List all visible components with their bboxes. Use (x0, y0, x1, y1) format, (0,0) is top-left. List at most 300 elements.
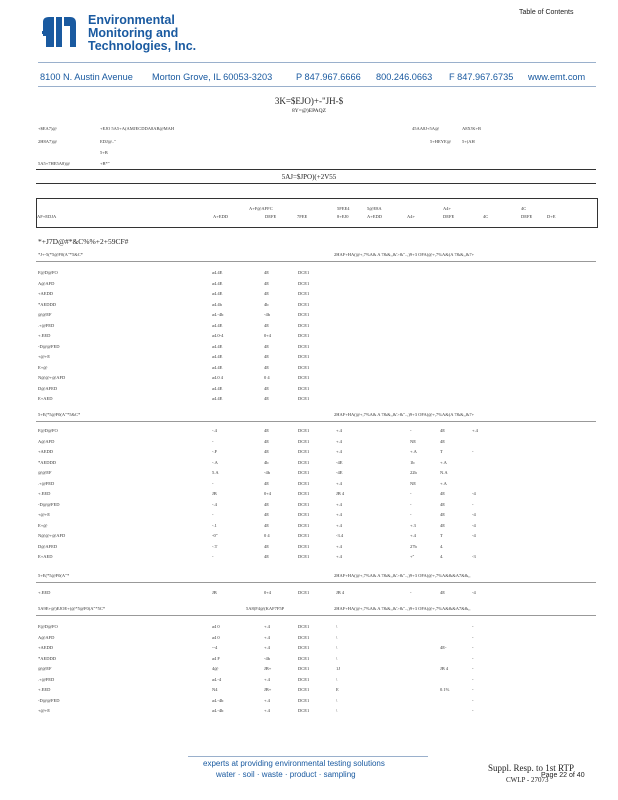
group-divider (36, 615, 596, 616)
table-cell-a: F@D@FO (38, 624, 58, 629)
street-address: 8100 N. Austin Avenue (40, 72, 133, 82)
method-title: 5AJ=$JPO)(+2V55 (281, 173, 337, 181)
table-cell-a: .+@FED (38, 322, 55, 328)
table-row (0, 624, 618, 632)
table-cell-a: *AEDDD (38, 655, 56, 661)
table-row (0, 635, 618, 643)
table-cell-b: a4.4E (212, 385, 223, 391)
city-address: Morton Grove, IL 60053-3203 (152, 72, 273, 82)
info-divider (36, 169, 596, 170)
table-cell-c: 4E (264, 270, 269, 275)
col-header-5: A4+ (407, 214, 416, 219)
table-cell-d: DCE1 (298, 396, 310, 401)
table-cell-d: DCE1 (298, 333, 310, 338)
table-cell-b: a4.-4b (212, 312, 224, 317)
table-row (0, 354, 618, 362)
table-cell-c: 4E (264, 322, 269, 328)
table-cell-b: a4 F (212, 655, 220, 661)
table-cell-a: F@D@FO (38, 270, 58, 275)
table-cell-a: E+@ (38, 522, 48, 528)
company-line-2: Monitoring and (88, 26, 179, 40)
table-row (0, 544, 618, 552)
table-cell-c: JB+ (264, 666, 272, 671)
table-row (0, 687, 618, 695)
table-cell-g: 4. (440, 543, 444, 549)
table-cell-c: -4b (264, 655, 270, 661)
table-cell-f: - (410, 501, 412, 507)
table-cell-d: DCE1 (298, 354, 310, 359)
info-right-label-2: 5+HEYE@ (430, 139, 451, 144)
table-cell-c: 4E (264, 512, 269, 517)
table-cell-a: -D@@FED (38, 343, 60, 349)
report-subtitle: 8Y=@)EPAQZ (292, 108, 326, 114)
emt-logo-icon (40, 14, 82, 52)
table-row (0, 645, 618, 653)
table-cell-h: -3 (472, 554, 476, 559)
info-right-value-1: A8X!K+B (462, 126, 482, 131)
table-cell-d: DCE1 (298, 624, 310, 629)
table-cell-h: - (472, 501, 474, 507)
table-cell-b: 5.A (212, 470, 219, 475)
footer-tagline: experts at providing environmental testing solutions (203, 759, 385, 768)
table-cell-a: E+@ (38, 364, 48, 370)
table-row (0, 512, 618, 520)
table-cell-d: DCE1 (298, 687, 310, 692)
table-cell-c: 4E (264, 522, 269, 528)
table-cell-g: T (440, 533, 443, 538)
table-cell-a: A@AFD (38, 438, 55, 444)
table-row (0, 323, 618, 331)
table-cell-d: DCE1 (298, 470, 310, 475)
footer-services: water · soil · waste · product · sampling (216, 770, 356, 779)
table-cell-e: +.4 (336, 522, 342, 528)
table-of-contents-link[interactable]: Table of Contents (519, 9, 574, 16)
table-row (0, 291, 618, 299)
table-row (0, 698, 618, 706)
table-cell-b: N4 (212, 687, 218, 692)
table-row (0, 460, 618, 468)
company-line-3: Technologies, Inc. (88, 39, 197, 53)
table-cell-a: +.EED (38, 590, 51, 595)
phone-number: P 847.967.6666 (296, 72, 361, 82)
table-cell-c: -4b (264, 312, 270, 317)
table-cell-b: -.4 (212, 501, 217, 507)
table-cell-h: - (472, 676, 474, 682)
table-cell-h: - (472, 645, 474, 650)
report-title: 3K=$EJO)+-"JH-$ (274, 96, 344, 106)
table-cell-d: DCE1 (298, 645, 310, 650)
table-cell-b: - (212, 554, 214, 559)
table-cell-d: DCE1 (298, 590, 310, 595)
table-cell-f: NE (410, 438, 416, 444)
table-cell-d: DCE1 (298, 270, 310, 275)
table-cell-b: -.4 (212, 428, 217, 433)
website-link[interactable]: www.emt.com (528, 72, 586, 82)
address-divider (38, 86, 596, 87)
table-row (0, 523, 618, 531)
table-cell-b: a4.4E (212, 354, 223, 359)
table-cell-a: E+AED (38, 396, 53, 401)
info-label-1: +$EA7)@ (38, 126, 57, 131)
table-cell-a: D@AFED (38, 543, 58, 549)
table-cell-f: - (410, 428, 412, 433)
table-cell-e: +.4 (336, 438, 342, 444)
table-cell-a: +AEDD (38, 645, 54, 650)
info-value-2: EDJ@.." (100, 139, 116, 144)
table-cell-d: DCE1 (298, 512, 310, 517)
table-cell-d: DCE1 (298, 655, 310, 661)
table-row (0, 375, 618, 383)
table-cell-c: 4E (264, 354, 269, 359)
col-header-1: AF+EDJA (37, 214, 57, 219)
col-header-2c: 7FEE (297, 214, 308, 219)
table-cell-c: 4E (264, 280, 269, 286)
col-header-4: A+EDD (367, 214, 383, 219)
table-cell-g: 0.1% (440, 687, 450, 692)
table-cell-d: DCE1 (298, 301, 310, 307)
group-note: 2HAF+HA(@+,7%A& A 7&&,,&'>&"..,)9+3 OFA(@+,7%A&(A 7&&,,&7+ (334, 412, 475, 417)
table-cell-d: DCE1 (298, 554, 310, 559)
group-note: 2HAF+HA(@+,7%A& A 7&&,,&'>&"..,)9+3 OFA(@+,7%A&&&A7&&,, (334, 573, 471, 578)
table-cell-a: *AEDDD (38, 301, 56, 307)
method-divider (36, 183, 596, 184)
col-header-2a: A+EDD (213, 214, 229, 219)
table-cell-d: DCE1 (298, 708, 310, 713)
footer-divider (188, 756, 428, 757)
table-cell-c: 0 4 (264, 375, 270, 380)
table-cell-h: - (472, 697, 474, 703)
table-cell-e: -4E (336, 459, 343, 465)
table-cell-b: a4.0 4 (212, 375, 223, 380)
table-cell-b: a4.-4b (212, 708, 224, 713)
table-row (0, 666, 618, 674)
group-divider (36, 582, 596, 583)
table-cell-g: 4E (440, 501, 445, 507)
group-name: *J+-5(*5@F0(A"*5&C* (38, 252, 84, 257)
table-cell-d: DCE1 (298, 438, 310, 444)
table-cell-c: 4E (264, 501, 269, 507)
table-cell-a: .+@FED (38, 480, 55, 486)
table-cell-b: - (212, 512, 214, 517)
table-cell-d: DCE1 (298, 385, 310, 391)
table-row (0, 365, 618, 373)
table-cell-d: DCE1 (298, 522, 310, 528)
col-header-8-top: 4C (521, 206, 527, 211)
table-cell-d: DCE1 (298, 543, 310, 549)
table-cell-h: -4 (472, 533, 476, 538)
col-header-7: 4C (483, 214, 489, 219)
table-cell-h: +.4 (472, 428, 478, 433)
group-name: 5+E(*5@F0(A"*5&C* (38, 412, 81, 417)
table-cell-h: -4 (472, 512, 476, 517)
table-cell-c: 4E (264, 480, 269, 486)
table-cell-a: +@+E (38, 512, 50, 517)
table-cell-e: \ (336, 655, 338, 661)
col-header-3-top: 5FEE4 (337, 206, 350, 211)
table-cell-d: DCE1 (298, 428, 310, 433)
table-cell-a: +AEDD (38, 449, 54, 454)
table-cell-h: - (472, 655, 474, 661)
col-header-8: DEFE (521, 214, 533, 219)
table-cell-b: a4.4E (212, 396, 223, 401)
table-cell-f: +" (410, 554, 415, 559)
table-cell-d: DCE1 (298, 697, 310, 703)
table-cell-h: - (472, 708, 474, 713)
table-cell-b: 4@ (212, 666, 219, 671)
table-cell-b: -.F (212, 449, 218, 454)
company-line-1: Environmental (88, 13, 175, 27)
table-row (0, 708, 618, 716)
table-cell-f: - (410, 512, 412, 517)
table-cell-g: JB 4 (440, 666, 449, 671)
table-cell-a: +.EED (38, 333, 51, 338)
section-title: *+J7D@#*&C%%+2+59CF# (38, 237, 129, 246)
table-cell-e: \ (336, 676, 338, 682)
table-row (0, 333, 618, 341)
col-header-6-top: A4+ (443, 206, 452, 211)
table-cell-c: 4E (264, 543, 269, 549)
table-row (0, 302, 618, 310)
table-cell-d: DCE1 (298, 343, 310, 349)
table-cell-e: 1J (336, 666, 341, 671)
table-cell-d: DCE1 (298, 480, 310, 486)
table-cell-a: -D@@FED (38, 501, 60, 507)
table-cell-e: -3.4 (336, 533, 344, 538)
table-cell-a: A@AFD (38, 634, 55, 640)
group-divider (36, 261, 596, 262)
table-cell-a: N@@+@AFD (38, 533, 66, 538)
table-cell-a: E+AED (38, 554, 53, 559)
info-right-value-2: 5+(AH (462, 139, 475, 144)
table-row (0, 656, 618, 664)
table-row (0, 491, 618, 499)
table-cell-c: 4E (264, 396, 269, 401)
table-cell-e: +.4 (336, 480, 342, 486)
table-cell-h: - (472, 624, 474, 629)
table-cell-c: +.4 (264, 708, 270, 713)
table-cell-d: DCE1 (298, 291, 310, 296)
table-cell-a: +.EED (38, 687, 51, 692)
table-cell-a: +AEDD (38, 291, 54, 296)
table-row (0, 396, 618, 404)
table-cell-d: DCE1 (298, 364, 310, 370)
table-row (0, 312, 618, 320)
table-cell-d: DCE1 (298, 312, 310, 317)
table-cell-e: +.4 (336, 428, 342, 433)
table-row (0, 533, 618, 541)
table-cell-e: +.4 (336, 501, 342, 507)
table-cell-a: A@AFD (38, 280, 55, 286)
table-cell-b: a4.4E (212, 280, 223, 286)
table-row (0, 677, 618, 685)
table-cell-b: JB (212, 590, 217, 595)
table-cell-g: +.A (440, 480, 447, 486)
table-row (0, 386, 618, 394)
table-cell-d: DCE1 (298, 280, 310, 286)
header-divider (38, 62, 596, 63)
table-cell-b: a4 0 (212, 634, 220, 640)
table-cell-g: 4E (440, 428, 445, 433)
table-cell-e: \ (336, 624, 338, 629)
table-cell-c: 4E (264, 428, 269, 433)
table-cell-a: -D@@FED (38, 697, 60, 703)
column-header-box (36, 198, 598, 228)
col-header-3: 8+EJ0 (337, 214, 349, 219)
table-cell-f: - (410, 491, 412, 496)
tollfree-number: 800.246.0663 (376, 72, 433, 82)
table-row (0, 449, 618, 457)
table-cell-h: - (472, 449, 474, 454)
table-cell-g: 4E (440, 438, 445, 444)
table-cell-d: DCE1 (298, 676, 310, 682)
table-cell-c: 4E (264, 291, 269, 296)
table-cell-f: +.3 (410, 522, 416, 528)
table-cell-d: DCE1 (298, 322, 310, 328)
table-cell-b: -.A (212, 459, 218, 465)
col-header-4-top: 5@E8A (367, 206, 382, 211)
col-header-9: D+E (547, 214, 556, 219)
table-cell-b: a4.4b (212, 301, 222, 307)
table-cell-f: 27b (410, 543, 417, 549)
group-note: 2HAF+HA(@+,7%A& A 7&&,,&'>&"..,)9+3 OFA(@+,7%A&&&A7&&,, (334, 606, 471, 611)
info-right-label-1: 45AA8J+5A@ (412, 126, 440, 131)
table-cell-b: - (212, 480, 214, 486)
table-cell-b: a4.4E (212, 322, 223, 328)
table-cell-f: 22b (410, 470, 417, 475)
table-cell-c: 4E (264, 364, 269, 370)
table-row (0, 270, 618, 278)
table-row (0, 554, 618, 562)
group-divider (36, 421, 596, 422)
table-cell-f: +.A (410, 449, 417, 454)
table-cell-b: JB (212, 491, 217, 496)
table-cell-d: DCE1 (298, 491, 310, 496)
table-row (0, 470, 618, 478)
table-cell-c: -4b (264, 470, 270, 475)
table-cell-h: -4 (472, 590, 476, 595)
table-cell-a: *AEDDD (38, 459, 56, 465)
table-row (0, 481, 618, 489)
info-label-4: 5A5+7HE5A8)@ (38, 161, 70, 166)
table-cell-d: DCE1 (298, 459, 310, 465)
group-note: 2HAF+HA(@+,7%A& A 7&&,,&'>&"..,)9+3 OFA(@+,7%A&(A 7&&,,&7+ (334, 252, 475, 257)
fax-number: F 847.967.6735 (449, 72, 514, 82)
table-cell-b: a4 0 (212, 624, 220, 629)
table-cell-c: 0+4 (264, 333, 272, 338)
table-cell-e: +.4 (336, 543, 342, 549)
table-cell-g: 4E- (440, 645, 447, 650)
table-cell-a: @@EF (38, 666, 52, 671)
table-cell-c: 4E (264, 554, 269, 559)
table-cell-b: a4.4E (212, 364, 223, 370)
table-cell-c: 4b (264, 459, 269, 465)
table-cell-g: 4. (440, 554, 444, 559)
table-cell-a: +@+E (38, 354, 50, 359)
group-mid-label: 5A8(F4@(KAF7F5P (246, 606, 285, 611)
table-cell-e: +.4 (336, 512, 342, 517)
table-cell-e: JB 4 (336, 491, 345, 496)
group-name: 5+E(*5@F0(A"* (38, 573, 70, 578)
table-cell-d: DCE1 (298, 634, 310, 640)
table-cell-c: +.4 (264, 645, 270, 650)
table-cell-f: - (410, 590, 412, 595)
cwlp-number: CWLP - 27073 (506, 776, 549, 784)
page-number: Page 22 of 40 (541, 772, 585, 779)
table-row (0, 439, 618, 447)
table-cell-a: F@D@FO (38, 428, 58, 433)
table-cell-a: @@EF (38, 470, 52, 475)
table-cell-c: JB+ (264, 687, 272, 692)
table-cell-a: .+@FED (38, 676, 55, 682)
table-cell-b: a4.4E (212, 270, 223, 275)
table-cell-c: +.4 (264, 676, 270, 682)
table-row (0, 281, 618, 289)
table-cell-e: \ (336, 697, 338, 703)
table-cell-e: JB 4 (336, 590, 345, 595)
company-name (88, 14, 288, 53)
table-cell-a: +@+E (38, 708, 50, 713)
table-row (0, 502, 618, 510)
table-cell-c: 4E (264, 449, 269, 454)
table-cell-c: 0+4 (264, 491, 272, 496)
table-cell-c: 4E (264, 438, 269, 444)
table-cell-f: NE (410, 480, 416, 486)
table-cell-c: 4E (264, 343, 269, 349)
table-cell-b: a4.4E (212, 343, 223, 349)
info-value-4: +B*" (100, 161, 110, 166)
table-cell-b: a4.0-4 (212, 333, 224, 338)
table-cell-d: DCE1 (298, 666, 310, 671)
table-cell-d: DCE1 (298, 449, 310, 454)
table-cell-b: a4.-4 (212, 676, 222, 682)
table-cell-b: a4.-4b (212, 697, 224, 703)
table-cell-b: -.T (212, 543, 218, 549)
table-cell-h: - (472, 634, 474, 640)
table-cell-c: 0 4 (264, 533, 270, 538)
table-cell-d: DCE1 (298, 533, 310, 538)
table-cell-h: - (472, 666, 474, 671)
table-cell-b: -0" (212, 533, 218, 538)
table-cell-g: T (440, 449, 443, 454)
table-cell-h: - (472, 687, 474, 692)
table-cell-a: N@@+@AFD (38, 375, 66, 380)
col-header-2b: DEFE (265, 214, 277, 219)
table-cell-g: N.A (440, 470, 448, 475)
table-cell-a: +.EED (38, 491, 51, 496)
table-cell-e: +.4 (336, 449, 342, 454)
table-cell-c: 4b (264, 301, 269, 307)
table-cell-f: 1b (410, 459, 415, 465)
table-cell-h: -4 (472, 491, 476, 496)
table-row (0, 344, 618, 352)
table-row (0, 428, 618, 436)
table-cell-e: \ (336, 708, 338, 713)
table-cell-e: -4E (336, 470, 343, 475)
info-label-2: 2H8A7)@ (38, 139, 57, 144)
table-cell-h: -4 (472, 522, 476, 528)
table-cell-e: \ (336, 645, 338, 650)
col-header-6: DEFE (443, 214, 455, 219)
table-cell-c: +.4 (264, 697, 270, 703)
table-cell-a: D@AFED (38, 385, 58, 391)
table-cell-c: 4E (264, 385, 269, 391)
table-cell-f: +.4 (410, 533, 416, 538)
table-cell-a: @@EF (38, 312, 52, 317)
table-cell-d: DCE1 (298, 375, 310, 380)
table-cell-e: E (336, 687, 339, 692)
table-cell-e: \ (336, 634, 338, 640)
table-cell-c: +.4 (264, 634, 270, 640)
